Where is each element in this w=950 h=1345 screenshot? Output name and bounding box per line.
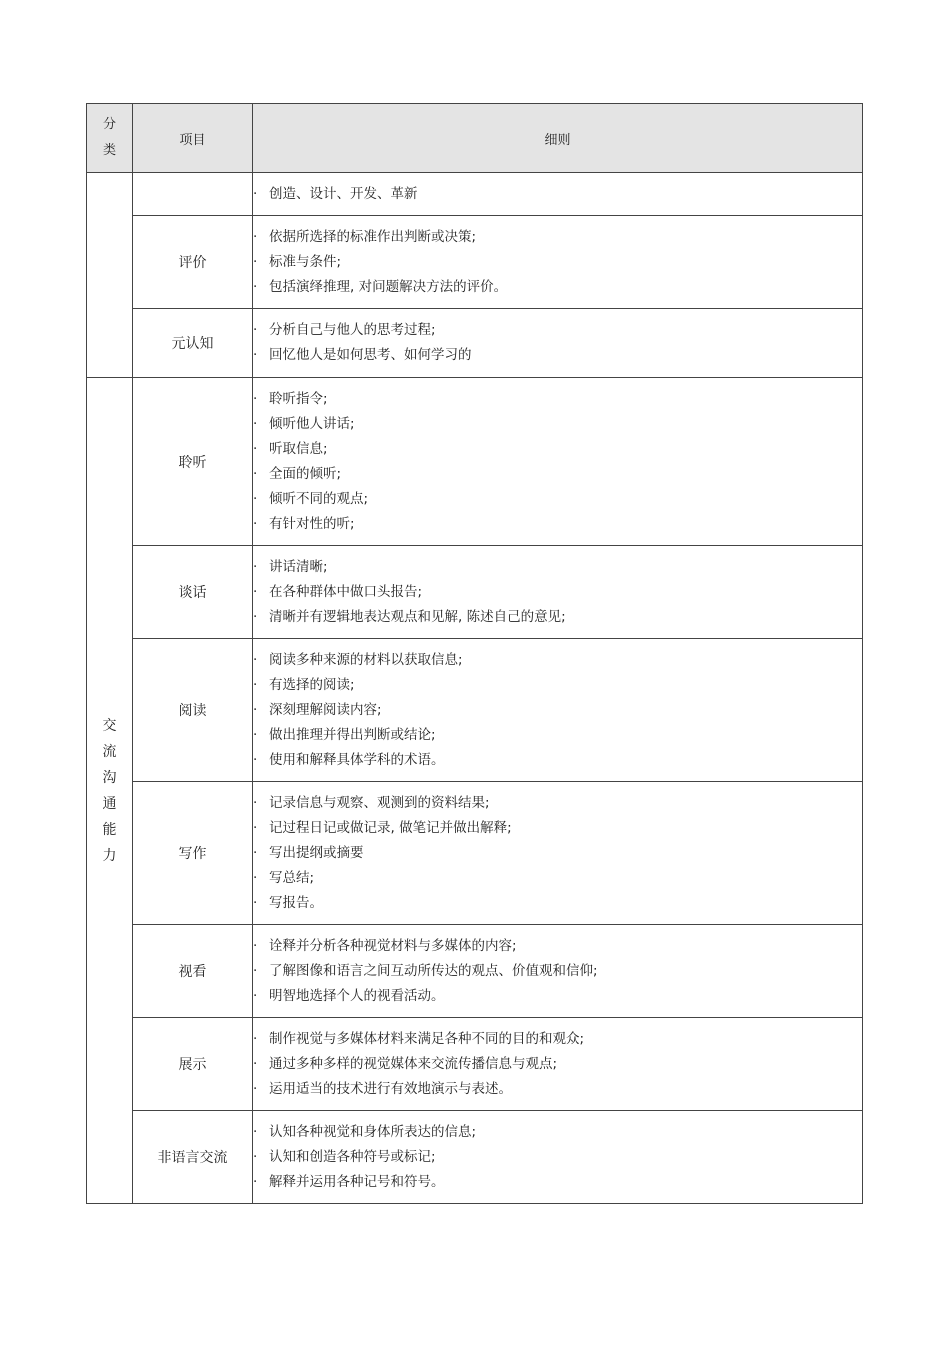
category-char: 力 [102, 847, 117, 864]
detail-cell [253, 925, 863, 1018]
detail-list [253, 225, 862, 300]
detail-cell [253, 1111, 863, 1204]
detail-item: · 分析自己与他人的思考过程; [253, 318, 862, 343]
item-cell: 非语言交流 [133, 1111, 253, 1204]
detail-item: · 解释并运用各种记号和符号。 [253, 1170, 862, 1195]
header-row [87, 104, 863, 173]
detail-item: · 认知各种视觉和身体所表达的信息; [253, 1120, 862, 1145]
detail-list [253, 1120, 862, 1195]
detail-list [253, 182, 862, 207]
detail-item: · 使用和解释具体学科的术语。 [253, 748, 862, 773]
skills-table [86, 103, 863, 1204]
detail-item: · 在各种群体中做口头报告; [253, 580, 862, 605]
table-row [87, 1018, 863, 1111]
detail-cell [253, 639, 863, 782]
detail-item: · 了解图像和语言之间互动所传达的观点、价值观和信仰; [253, 959, 862, 984]
detail-item: · 写总结; [253, 866, 862, 891]
header-category [87, 104, 133, 173]
table-row [87, 378, 863, 546]
detail-item: · 回忆他人是如何思考、如何学习的 [253, 343, 862, 368]
table-row [87, 639, 863, 782]
detail-item: · 有选择的阅读; [253, 673, 862, 698]
detail-item: · 全面的倾听; [253, 462, 862, 487]
table-row [87, 216, 863, 309]
category-char: 能 [102, 821, 117, 838]
detail-list [253, 1027, 862, 1102]
category-char: 交 [102, 717, 117, 734]
detail-item: · 聆听指令; [253, 387, 862, 412]
item-cell: 展示 [133, 1018, 253, 1111]
table-row [87, 173, 863, 216]
category-char: 流 [102, 743, 117, 760]
category-cell [87, 173, 133, 378]
detail-item: · 深刻理解阅读内容; [253, 698, 862, 723]
detail-cell [253, 546, 863, 639]
detail-list [253, 934, 862, 1009]
detail-cell [253, 309, 863, 378]
table-row [87, 1111, 863, 1204]
detail-item: · 包括演绎推理, 对问题解决方法的评价。 [253, 275, 862, 300]
detail-item: · 讲话清晰; [253, 555, 862, 580]
detail-item: · 认知和创造各种符号或标记; [253, 1145, 862, 1170]
category-cell [87, 378, 133, 1204]
detail-item: · 倾听不同的观点; [253, 487, 862, 512]
detail-list [253, 648, 862, 773]
header-item: 项目 [133, 104, 253, 173]
detail-item: · 创造、设计、开发、革新 [253, 182, 862, 207]
item-cell [133, 173, 253, 216]
table-row [87, 925, 863, 1018]
detail-item: · 倾听他人讲话; [253, 412, 862, 437]
detail-cell [253, 173, 863, 216]
table-row [87, 782, 863, 925]
detail-list [253, 791, 862, 916]
detail-item: · 依据所选择的标准作出判断或决策; [253, 225, 862, 250]
header-category-char: 类 [102, 143, 116, 158]
detail-cell [253, 1018, 863, 1111]
item-cell: 谈话 [133, 546, 253, 639]
detail-cell [253, 378, 863, 546]
detail-item: · 写出提纲或摘要 [253, 841, 862, 866]
detail-item: · 标准与条件; [253, 250, 862, 275]
detail-item: · 阅读多种来源的材料以获取信息; [253, 648, 862, 673]
detail-cell [253, 216, 863, 309]
detail-list [253, 318, 862, 368]
detail-item: · 诠释并分析各种视觉材料与多媒体的内容; [253, 934, 862, 959]
detail-item: · 记过程日记或做记录, 做笔记并做出解释; [253, 816, 862, 841]
category-char: 通 [102, 795, 117, 812]
detail-item: · 运用适当的技术进行有效地演示与表述。 [253, 1077, 862, 1102]
item-cell: 阅读 [133, 639, 253, 782]
detail-item: · 通过多种多样的视觉媒体来交流传播信息与观点; [253, 1052, 862, 1077]
item-cell: 评价 [133, 216, 253, 309]
item-cell: 元认知 [133, 309, 253, 378]
detail-item: · 明智地选择个人的视看活动。 [253, 984, 862, 1009]
item-cell: 聆听 [133, 378, 253, 546]
detail-item: · 听取信息; [253, 437, 862, 462]
detail-item: · 记录信息与观察、观测到的资料结果; [253, 791, 862, 816]
detail-item: · 清晰并有逻辑地表达观点和见解, 陈述自己的意见; [253, 605, 862, 630]
detail-item: · 制作视觉与多媒体材料来满足各种不同的目的和观众; [253, 1027, 862, 1052]
detail-item: · 写报告。 [253, 891, 862, 916]
header-category-char: 分 [102, 117, 116, 132]
detail-list [253, 555, 862, 630]
item-cell: 写作 [133, 782, 253, 925]
detail-item: · 做出推理并得出判断或结论; [253, 723, 862, 748]
table-row [87, 546, 863, 639]
detail-cell [253, 782, 863, 925]
detail-list [253, 387, 862, 537]
item-cell: 视看 [133, 925, 253, 1018]
header-detail: 细则 [253, 104, 863, 173]
table-row [87, 309, 863, 378]
detail-item: · 有针对性的听; [253, 512, 862, 537]
category-char: 沟 [102, 769, 117, 786]
